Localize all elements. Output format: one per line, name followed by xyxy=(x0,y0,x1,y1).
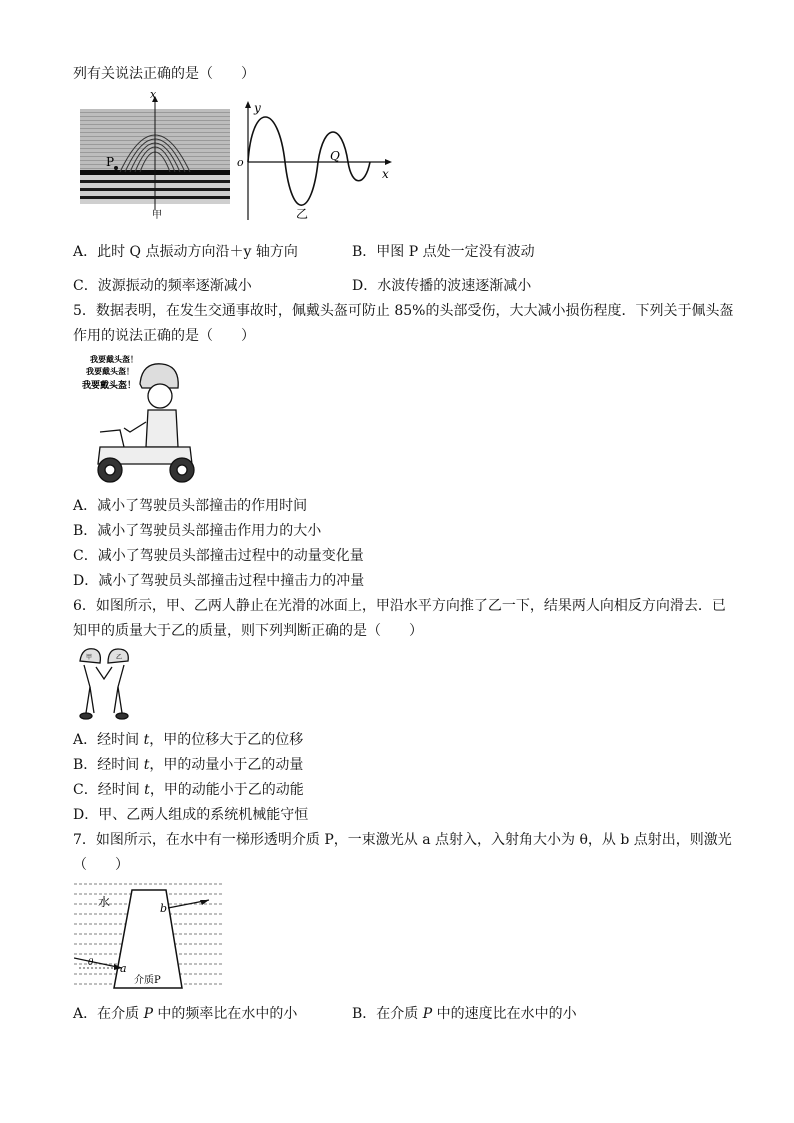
graph-axis-x: x xyxy=(382,167,389,181)
sign-line-3: 我要戴头盔！ xyxy=(82,381,137,391)
q6-option-a: A．经时间 t，甲的位移大于乙的位移 xyxy=(73,732,304,748)
q5-stem-line2: 作用的说法正确的是（ ） xyxy=(73,328,255,344)
water-label: 水 xyxy=(98,895,111,909)
skater-right-label: 乙 xyxy=(116,654,123,661)
q6-stem-line2: 知甲的质量大于乙的质量，则下列判断正确的是（ ） xyxy=(73,623,423,639)
photo-caption: 甲 xyxy=(152,210,162,221)
q6-option-d: D．甲、乙两人组成的系统机械能守恒 xyxy=(73,807,309,823)
theta-label: θ xyxy=(88,958,94,968)
q4-option-b: B．甲图 P 点处一定没有波动 xyxy=(352,244,535,260)
q7-stem-line1: 7．如图所示，在水中有一梯形透明介质 P，一束激光从 a 点射入，入射角大小为 θ，从 b 点射出，则激光 xyxy=(73,832,732,848)
q5-option-b: B．减小了驾驶员头部撞击作用力的大小 xyxy=(73,523,322,539)
graph-origin: o xyxy=(237,156,244,169)
q4-option-d: D．水波传播的波速逐渐减小 xyxy=(352,278,532,294)
point-b-label: b xyxy=(160,902,168,915)
q7-option-b: B．在介质 P 中的速度比在水中的小 xyxy=(352,1006,577,1022)
sign-line-2: 我要戴头盔！ xyxy=(86,366,134,376)
graph-axis-y: y xyxy=(254,101,261,115)
q5-option-d: D．减小了驾驶员头部撞击过程中撞击力的冲量 xyxy=(73,573,365,589)
q6-option-c: C．经时间 t，甲的动能小于乙的动能 xyxy=(73,782,304,798)
q5-stem-line1: 5．数据表明，在发生交通事故时，佩戴头盔可防止 85%的头部受伤，大大减小损伤程度．下列关于佩头盔 xyxy=(73,303,734,319)
sign-line-1: 我要戴头盔！ xyxy=(90,354,138,364)
q4-stem-tail: 列有关说法正确的是（ ） xyxy=(73,66,255,82)
trapezoid-medium-figure xyxy=(74,878,224,996)
point-p-dot xyxy=(114,166,118,170)
q4-option-c: C．波源振动的频率逐渐减小 xyxy=(73,278,252,294)
q7-option-a: A．在介质 P 中的频率比在水中的小 xyxy=(73,1006,298,1022)
point-a-label: a xyxy=(120,962,127,975)
q5-option-a: A．减小了驾驶员头部撞击的作用时间 xyxy=(73,498,308,514)
q4-option-a: A．此时 Q 点振动方向沿＋y 轴方向 xyxy=(73,244,298,260)
skater-left-label: 甲 xyxy=(86,654,93,661)
q6-option-b: B．经时间 t，甲的动量小于乙的动量 xyxy=(73,757,304,773)
point-p-label: P xyxy=(106,155,115,169)
two-skaters-figure xyxy=(72,643,138,723)
point-q-label: Q xyxy=(330,149,340,163)
medium-label: 介质P xyxy=(134,975,161,986)
sine-graph xyxy=(237,101,392,221)
helmet-rider-figure xyxy=(80,352,210,487)
q5-option-c: C．减小了驾驶员头部撞击过程中的动量变化量 xyxy=(73,548,364,564)
graph-caption: 乙 xyxy=(296,207,309,221)
q4-wave-figure xyxy=(80,92,400,222)
q7-stem-line2: （ ） xyxy=(73,857,129,873)
q6-stem-line1: 6．如图所示，甲、乙两人静止在光滑的冰面上，甲沿水平方向推了乙一下，结果两人向相反方向滑去．已 xyxy=(73,598,726,614)
water-wave-photo xyxy=(80,92,230,221)
photo-axis-x: x xyxy=(150,92,157,101)
